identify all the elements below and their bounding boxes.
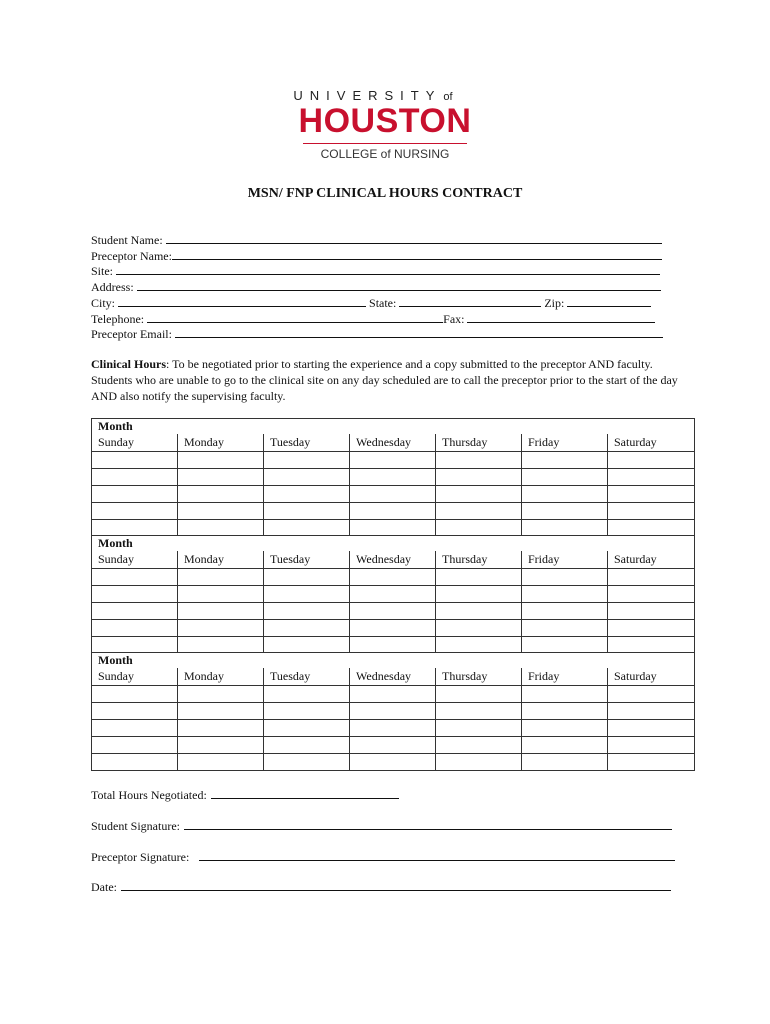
calendar-cell[interactable] xyxy=(92,620,178,637)
calendar-cell[interactable] xyxy=(436,754,522,771)
calendar-cell[interactable] xyxy=(92,703,178,720)
calendar-cell[interactable] xyxy=(178,754,264,771)
calendar-cell[interactable] xyxy=(522,586,608,603)
calendar-cell[interactable] xyxy=(92,452,178,469)
calendar-cell[interactable] xyxy=(608,754,695,771)
calendar-row xyxy=(92,620,695,637)
calendar-cell[interactable] xyxy=(178,569,264,586)
student-name-field[interactable] xyxy=(166,232,662,244)
calendar-cell[interactable] xyxy=(608,637,695,654)
calendar-cell[interactable] xyxy=(178,520,264,537)
calendar-row xyxy=(92,686,695,703)
total-hours-field[interactable] xyxy=(211,787,399,799)
preceptor-name-field[interactable] xyxy=(172,248,662,260)
calendar-cell[interactable] xyxy=(522,720,608,737)
calendar-cell[interactable] xyxy=(436,586,522,603)
student-signature-row xyxy=(91,818,672,834)
calendar-cell[interactable] xyxy=(436,452,522,469)
day-tuesday: Tuesday xyxy=(264,434,350,452)
day-tuesday: Tuesday xyxy=(264,551,350,569)
calendar-row xyxy=(92,486,695,503)
total-hours-row xyxy=(91,787,399,803)
calendar-cell[interactable] xyxy=(350,503,436,520)
calendar-cell[interactable] xyxy=(350,452,436,469)
calendar-cell[interactable] xyxy=(350,586,436,603)
calendar-cell[interactable] xyxy=(350,754,436,771)
month-label: Month xyxy=(92,419,695,435)
calendar-row xyxy=(92,569,695,586)
calendar-cell[interactable] xyxy=(350,469,436,486)
preceptor-signature-label: Preceptor Signature: xyxy=(91,850,190,864)
city-label: City: xyxy=(91,296,116,310)
calendar-cell[interactable] xyxy=(92,569,178,586)
calendar-cell[interactable] xyxy=(178,486,264,503)
address-label: Address: xyxy=(91,280,134,294)
logo-college-text: COLLEGE of NURSING xyxy=(320,147,450,161)
calendar-cell[interactable] xyxy=(92,586,178,603)
calendar-cell[interactable] xyxy=(608,586,695,603)
calendar-cell[interactable] xyxy=(350,520,436,537)
calendar-cell[interactable] xyxy=(436,720,522,737)
calendar-cell[interactable] xyxy=(608,603,695,620)
university-logo xyxy=(0,88,770,161)
calendar-cell[interactable] xyxy=(350,603,436,620)
fax-label: Fax: xyxy=(443,312,465,326)
calendar-cell[interactable] xyxy=(264,754,350,771)
site-field[interactable] xyxy=(116,263,660,275)
preceptor-email-label: Preceptor Email: xyxy=(91,327,172,341)
calendar-cell[interactable] xyxy=(436,469,522,486)
student-name-label: Student Name: xyxy=(91,233,163,247)
day-saturday: Saturday xyxy=(608,668,695,686)
logo-houston-text: HOUSTON xyxy=(298,102,472,140)
total-hours-label: Total Hours Negotiated: xyxy=(91,788,207,802)
calendar-cell[interactable] xyxy=(92,637,178,654)
day-friday: Friday xyxy=(522,434,608,452)
student-name-row xyxy=(91,232,662,247)
date-label: Date: xyxy=(91,880,117,894)
calendar-cell[interactable] xyxy=(92,686,178,703)
calendar-cell[interactable] xyxy=(608,569,695,586)
day-thursday: Thursday xyxy=(436,434,522,452)
calendar-cell[interactable] xyxy=(264,469,350,486)
calendar-cell[interactable] xyxy=(178,686,264,703)
address-row xyxy=(91,279,661,294)
calendar-cell[interactable] xyxy=(92,754,178,771)
calendar-cell[interactable] xyxy=(522,637,608,654)
state-field[interactable] xyxy=(399,295,541,307)
calendar-cell[interactable] xyxy=(264,452,350,469)
address-field[interactable] xyxy=(137,279,661,291)
calendar-cell[interactable] xyxy=(264,686,350,703)
calendar-cell[interactable] xyxy=(436,620,522,637)
day-saturday: Saturday xyxy=(608,434,695,452)
calendar-cell[interactable] xyxy=(178,737,264,754)
date-field[interactable] xyxy=(121,879,671,891)
day-friday: Friday xyxy=(522,551,608,569)
telephone-label: Telephone: xyxy=(91,312,145,326)
calendar-cell[interactable] xyxy=(178,452,264,469)
calendar-row xyxy=(92,603,695,620)
logo-university-text: UNIVERSITY xyxy=(293,88,442,103)
day-tuesday: Tuesday xyxy=(264,668,350,686)
day-monday: Monday xyxy=(178,668,264,686)
calendar-row xyxy=(92,469,695,486)
calendar-cell[interactable] xyxy=(436,569,522,586)
calendar-cell[interactable] xyxy=(436,503,522,520)
calendar-cell[interactable] xyxy=(178,637,264,654)
calendar-cell[interactable] xyxy=(350,486,436,503)
calendar-cell[interactable] xyxy=(350,620,436,637)
calendar-cell[interactable] xyxy=(522,620,608,637)
calendar-cell[interactable] xyxy=(436,686,522,703)
calendar-cell[interactable] xyxy=(264,737,350,754)
calendar-cell[interactable] xyxy=(608,620,695,637)
calendar-cell[interactable] xyxy=(608,486,695,503)
calendar-cell[interactable] xyxy=(350,637,436,654)
state-label: State: xyxy=(369,296,397,310)
calendar-cell[interactable] xyxy=(92,737,178,754)
calendar-row xyxy=(92,503,695,520)
day-thursday: Thursday xyxy=(436,551,522,569)
city-field[interactable] xyxy=(118,295,366,307)
calendar-cell[interactable] xyxy=(522,686,608,703)
calendar-cell[interactable] xyxy=(350,703,436,720)
calendar-cell[interactable] xyxy=(264,603,350,620)
calendar-cell[interactable] xyxy=(608,720,695,737)
calendar-cell[interactable] xyxy=(522,754,608,771)
telephone-fax-row xyxy=(91,311,655,326)
date-row xyxy=(91,879,671,895)
day-sunday: Sunday xyxy=(92,434,178,452)
calendar-cell[interactable] xyxy=(608,503,695,520)
calendar-cell[interactable] xyxy=(522,520,608,537)
calendar-cell[interactable] xyxy=(608,469,695,486)
calendar-cell[interactable] xyxy=(92,469,178,486)
fax-field[interactable] xyxy=(467,311,655,323)
calendar-cell[interactable] xyxy=(522,503,608,520)
day-monday: Monday xyxy=(178,434,264,452)
day-wednesday: Wednesday xyxy=(350,434,436,452)
calendar-cell[interactable] xyxy=(350,569,436,586)
calendar-cell[interactable] xyxy=(178,620,264,637)
preceptor-signature-row xyxy=(91,849,675,865)
calendar-cell[interactable] xyxy=(264,720,350,737)
calendar-cell[interactable] xyxy=(178,720,264,737)
clinical-hours-text: : To be negotiated prior to starting the experience and a copy submitted to the preceptor AND faculty. Students who are unable to go to the clinical site on any day scheduled are to call the preceptor prior to the start of the day AND also notify the supervising faculty. xyxy=(91,357,678,403)
clinical-hours-label: Clinical Hours xyxy=(91,357,167,371)
calendar-cell[interactable] xyxy=(92,486,178,503)
calendar-cell[interactable] xyxy=(522,703,608,720)
calendar-table-3 xyxy=(91,652,695,771)
day-friday: Friday xyxy=(522,668,608,686)
preceptor-name-row xyxy=(91,248,662,263)
calendar-row xyxy=(92,520,695,537)
calendar-cell[interactable] xyxy=(92,520,178,537)
calendar-cell[interactable] xyxy=(92,720,178,737)
calendar-cell[interactable] xyxy=(178,603,264,620)
calendar-cell[interactable] xyxy=(178,586,264,603)
calendar-cell[interactable] xyxy=(264,520,350,537)
calendar-cell[interactable] xyxy=(350,720,436,737)
student-signature-field[interactable] xyxy=(184,818,672,830)
calendar-cell[interactable] xyxy=(436,486,522,503)
logo-university-line xyxy=(0,88,758,103)
day-monday: Monday xyxy=(178,551,264,569)
day-sunday: Sunday xyxy=(92,668,178,686)
month-label: Month xyxy=(92,536,695,552)
calendar-cell[interactable] xyxy=(92,603,178,620)
calendar-row xyxy=(92,637,695,654)
calendar-cell[interactable] xyxy=(436,603,522,620)
student-signature-label: Student Signature: xyxy=(91,819,180,833)
zip-field[interactable] xyxy=(567,295,651,307)
calendar-cell[interactable] xyxy=(178,469,264,486)
zip-label: Zip: xyxy=(544,296,565,310)
preceptor-email-field[interactable] xyxy=(175,326,663,338)
city-state-zip-row xyxy=(91,295,651,310)
calendar-cell[interactable] xyxy=(608,703,695,720)
calendar-cell[interactable] xyxy=(436,703,522,720)
calendar-cell[interactable] xyxy=(264,486,350,503)
calendar-cell[interactable] xyxy=(264,620,350,637)
site-label: Site: xyxy=(91,264,114,278)
calendar-cell[interactable] xyxy=(178,503,264,520)
calendar-table-1 xyxy=(91,418,695,537)
calendar-cell[interactable] xyxy=(264,703,350,720)
calendar-cell[interactable] xyxy=(264,637,350,654)
logo-of-text: of xyxy=(443,91,453,103)
calendar-cell[interactable] xyxy=(608,520,695,537)
calendar-row xyxy=(92,737,695,754)
calendar-cell[interactable] xyxy=(608,737,695,754)
calendar-cell[interactable] xyxy=(350,686,436,703)
day-saturday: Saturday xyxy=(608,551,695,569)
calendar-cell[interactable] xyxy=(522,603,608,620)
calendar-cell[interactable] xyxy=(522,452,608,469)
calendar-cell[interactable] xyxy=(522,486,608,503)
calendar-cell[interactable] xyxy=(264,569,350,586)
telephone-field[interactable] xyxy=(147,311,443,323)
day-wednesday: Wednesday xyxy=(350,551,436,569)
calendar-row xyxy=(92,720,695,737)
calendar-cell[interactable] xyxy=(92,503,178,520)
calendar-row xyxy=(92,703,695,720)
calendar-cell[interactable] xyxy=(608,452,695,469)
site-row xyxy=(91,263,660,278)
preceptor-name-label: Preceptor Name: xyxy=(91,249,172,263)
calendar-cell[interactable] xyxy=(608,686,695,703)
month-label: Month xyxy=(92,653,695,669)
preceptor-email-row xyxy=(91,326,663,341)
calendar-row xyxy=(92,586,695,603)
clinical-hours-paragraph xyxy=(91,356,681,404)
calendar-cell[interactable] xyxy=(178,703,264,720)
calendar-cell[interactable] xyxy=(350,737,436,754)
calendar-cell[interactable] xyxy=(436,520,522,537)
calendar-cell[interactable] xyxy=(522,737,608,754)
day-thursday: Thursday xyxy=(436,668,522,686)
day-wednesday: Wednesday xyxy=(350,668,436,686)
preceptor-signature-field[interactable] xyxy=(199,849,675,861)
calendar-row xyxy=(92,452,695,469)
calendar-table-2 xyxy=(91,535,695,654)
calendar-cell[interactable] xyxy=(264,503,350,520)
logo-divider xyxy=(303,143,467,144)
calendar-cell[interactable] xyxy=(264,586,350,603)
page-title: MSN/ FNP CLINICAL HOURS CONTRACT xyxy=(247,186,523,201)
day-sunday: Sunday xyxy=(92,551,178,569)
calendar-cell[interactable] xyxy=(436,637,522,654)
calendar-cell[interactable] xyxy=(522,569,608,586)
calendar-cell[interactable] xyxy=(436,737,522,754)
calendar-row xyxy=(92,754,695,771)
calendar-cell[interactable] xyxy=(522,469,608,486)
